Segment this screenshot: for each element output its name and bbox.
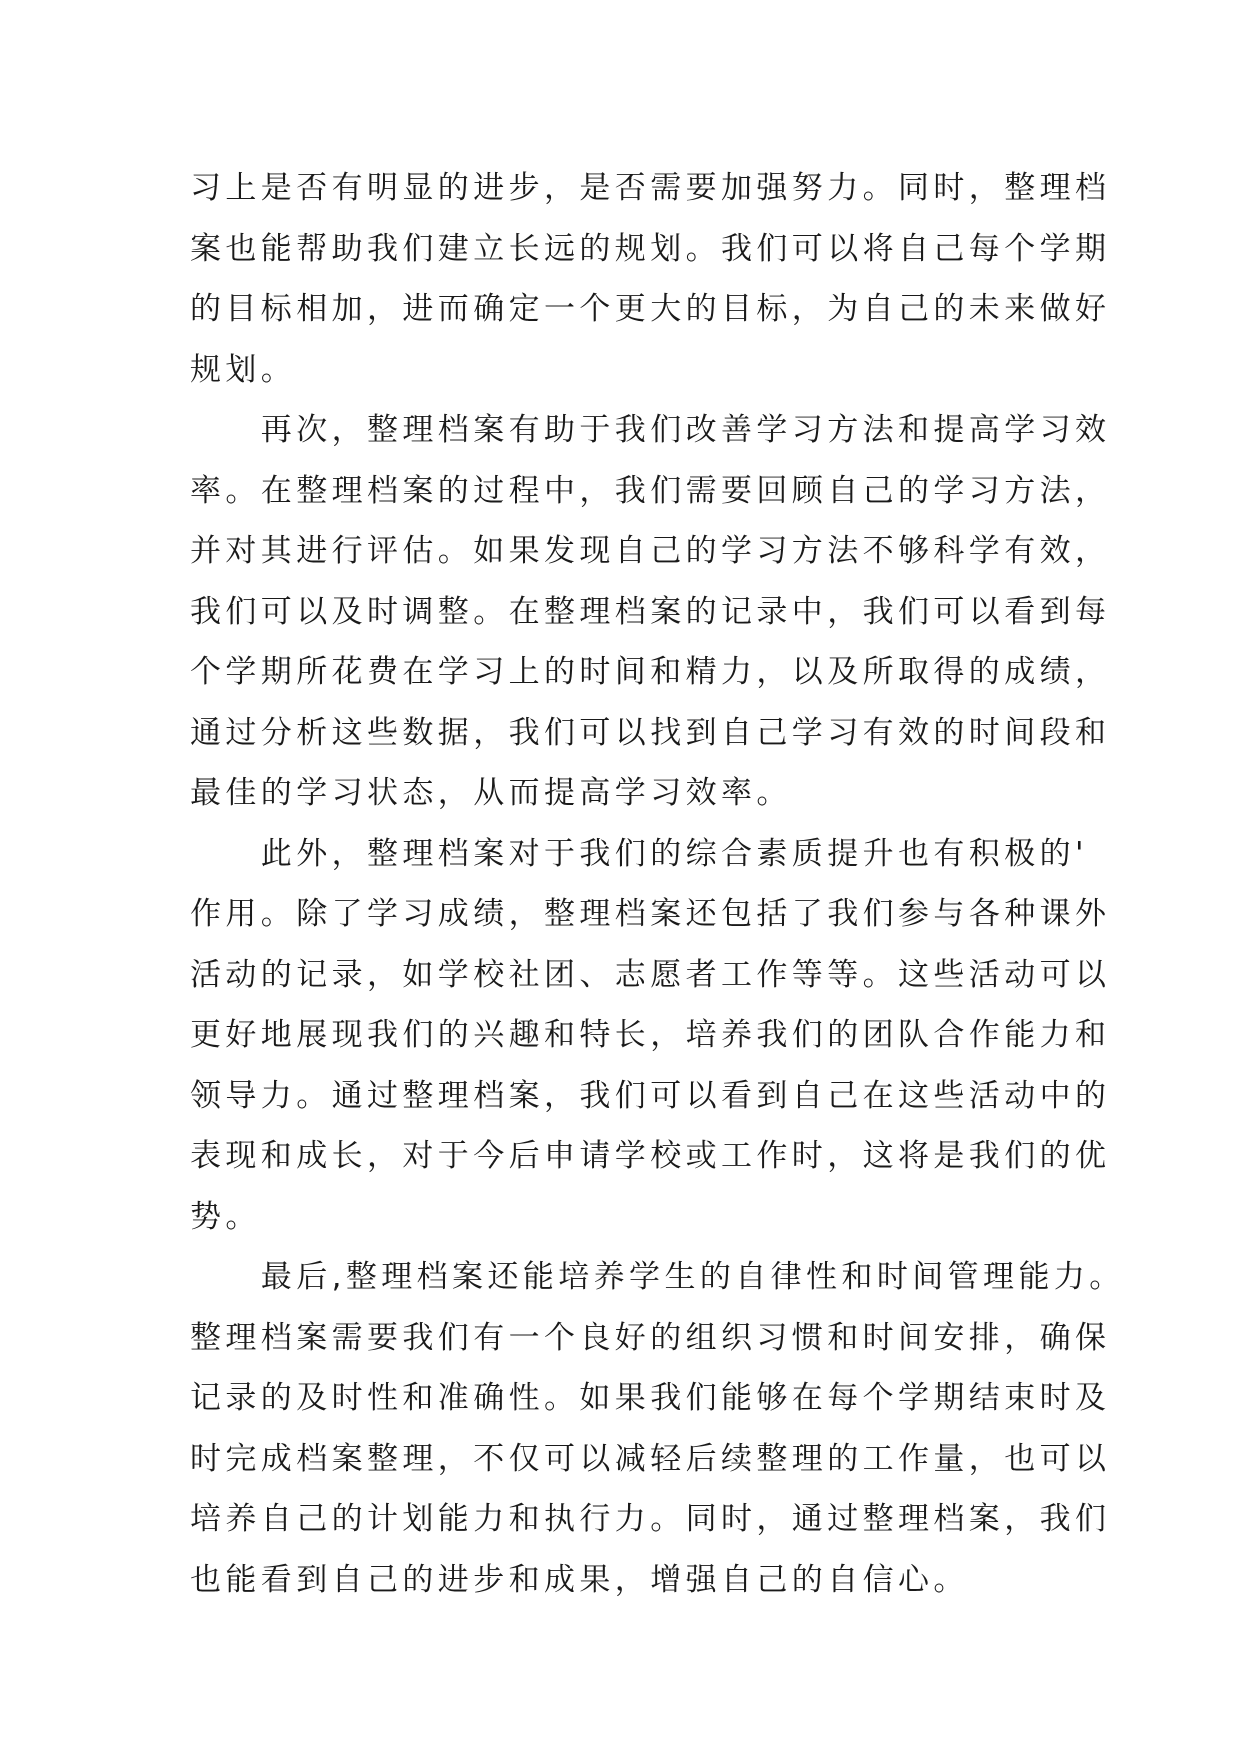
paragraph-2 [190,400,1111,824]
text-line: 整理档案需要我们有一个良好的组织习惯和时间安排，确保 [190,1319,1111,1356]
text-line: 最佳的学习状态，从而提高学习效率。 [190,775,792,811]
text-line: 表现和成长，对于今后申请学校或工作时，这将是我们的优 [190,1138,1111,1174]
paragraph-3 [190,824,1111,1248]
text-line: 活动的记录，如学校社团、志愿者工作等等。这些活动可以 [190,956,1111,993]
text-line: 更好地展现我们的兴趣和特长，培养我们的团队合作能力和 [190,1017,1111,1053]
text-line: 再次，整理档案有助于我们改善学习方法和提高学习效 [190,412,1111,448]
text-line: 并对其进行评估。如果发现自己的学习方法不够科学有效， [190,533,1111,569]
text-line: 规划。 [190,351,297,388]
text-line: 案也能帮助我们建立长远的规划。我们可以将自己每个学期 [190,230,1111,267]
text-line: 领导力。通过整理档案，我们可以看到自己在这些活动中的 [190,1077,1111,1114]
text-line: 率。在整理档案的过程中，我们需要回顾自己的学习方法， [190,472,1111,509]
text-line: 个学期所花费在学习上的时间和精力，以及所取得的成绩， [190,654,1111,690]
text-line: 通过分析这些数据，我们可以找到自己学习有效的时间段和 [190,714,1111,751]
text-line: 作用。除了学习成绩，整理档案还包括了我们参与各种课外 [190,896,1111,932]
text-line: 记录的及时性和准确性。如果我们能够在每个学期结束时及 [190,1380,1111,1416]
text-line: 也能看到自己的进步和成果，增强自己的自信心。 [190,1561,969,1598]
document-body [190,158,1125,1610]
text-line: 最后,整理档案还能培养学生的自律性和时间管理能力。 [190,1259,1125,1295]
paragraph-1 [190,158,1111,400]
text-line: 此外，整理档案对于我们的综合素质提升也有积极的' [190,835,1088,872]
text-line: 时完成档案整理，不仅可以减轻后续整理的工作量，也可以 [190,1440,1111,1477]
text-line: 的目标相加，进而确定一个更大的目标，为自己的未来做好 [190,291,1111,327]
text-line: 习上是否有明显的进步，是否需要加强努力。同时，整理档 [190,170,1111,206]
text-line: 势。 [190,1198,261,1235]
paragraph-4 [190,1247,1125,1610]
text-line: 我们可以及时调整。在整理档案的记录中，我们可以看到每 [190,593,1111,630]
text-line: 培养自己的计划能力和执行力。同时，通过整理档案，我们 [190,1501,1111,1537]
